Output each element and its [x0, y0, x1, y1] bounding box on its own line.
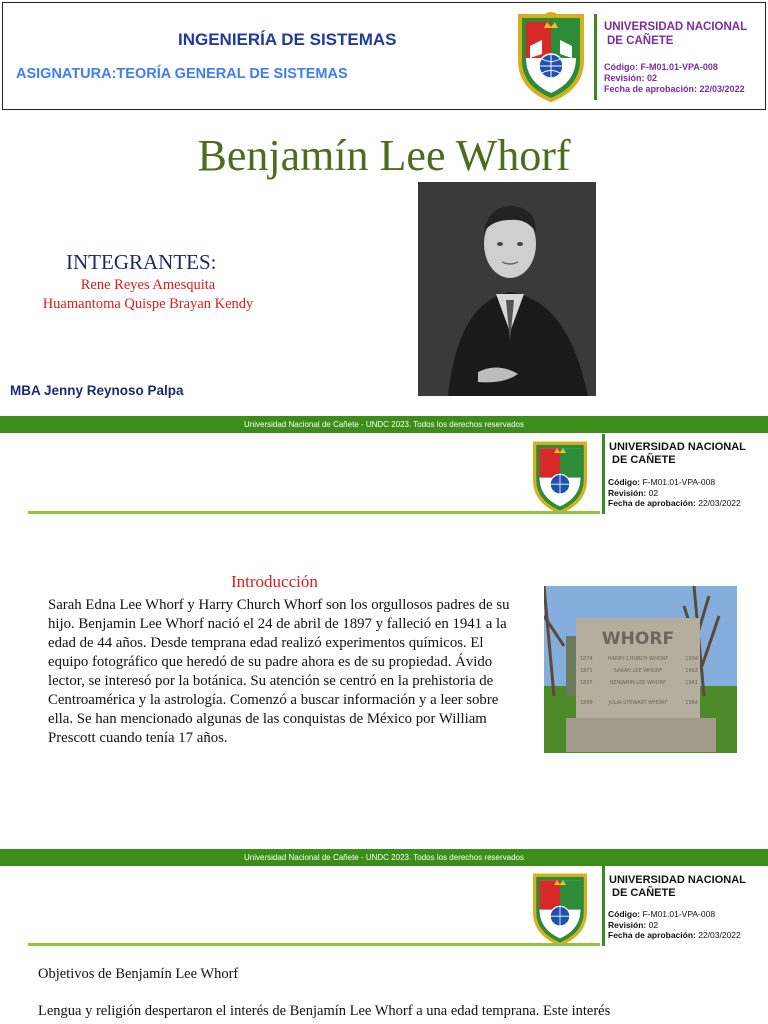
grave-row-name: BENJAMIN LEE WHORF	[610, 680, 666, 686]
revision-label: Revisión:	[608, 919, 649, 930]
approval-value: 22/03/2022	[698, 498, 741, 508]
university-crest-logo	[512, 10, 590, 102]
university-name	[604, 20, 747, 48]
grave-row-year: 1897	[580, 680, 593, 686]
document-meta	[608, 909, 741, 941]
approval-value: 22/03/2022	[699, 84, 745, 94]
grave-row-year: 1984	[685, 700, 698, 706]
code-value: F-M01.01-VPA-008	[642, 909, 716, 919]
intro-paragraph: Sarah Edna Lee Whorf y Harry Church Whorf son los orgullosos padres de su hijo. Benjamin Lee Whorf nació el 24 de abril de 1897 y falleció en 1941 a la edad de 44 años. Desde temprana edad realizó experimentos químicos. El equipo fotográfico que heredó de su padre ahora es de su propiedad. Ávido lector, se interesó por la botánica. Su atención se centró en la prehistoria de Centroamérica y la astrología. Comenzó a buscar información y a leer sobre ella. Se han mencionado algunas de las conquistas de México por William Prescott cuando tenía 17 años.	[48, 597, 510, 746]
revision-value: 02	[647, 73, 658, 83]
teacher-name: MBA Jenny Reynoso Palpa	[10, 383, 184, 398]
divider	[594, 14, 597, 100]
member-2: Huamantoma Quispe Brayan Kendy	[42, 296, 254, 312]
grave-row-name: JULIA STEWART WHORF	[608, 700, 668, 706]
university-name-line2: DE CAÑETE	[607, 35, 674, 47]
divider	[602, 866, 605, 946]
members-heading: INTEGRANTES:	[66, 250, 217, 274]
university-name	[609, 874, 746, 900]
revision-value: 02	[648, 919, 659, 930]
divider	[602, 434, 605, 514]
university-crest-logo	[528, 436, 592, 516]
code-label: Código:	[608, 909, 643, 919]
university-name	[609, 441, 746, 467]
header-rule	[28, 943, 600, 946]
document-meta	[604, 62, 745, 95]
whorf-gravestone-photo	[544, 586, 737, 753]
grave-row-year: 1934	[685, 656, 698, 662]
grave-row-year: 1899	[580, 700, 593, 706]
slide-title: Benjamín Lee Whorf	[197, 131, 571, 180]
grave-row-year: 1874	[580, 656, 593, 662]
code-value: F-M01.01-VPA-008	[642, 477, 716, 487]
grave-row-year: 1871	[580, 668, 593, 674]
revision-value: 02	[648, 487, 659, 498]
footer-band: Universidad Nacional de Cañete - UNDC 2023. Todos los derechos reservados	[0, 416, 768, 433]
grave-row-name: HARRY CHURCH WHORF	[607, 656, 669, 662]
member-1: Rene Reyes Amesquita	[80, 277, 216, 293]
approval-label: Fecha de aprobación:	[608, 930, 699, 940]
code-label: Código:	[604, 62, 641, 72]
objectives-paragraph: Lengua y religión despertaron el interés de Benjamín Lee Whorf a una edad temprana. Este interés	[38, 1003, 611, 1019]
document-meta	[608, 477, 741, 509]
course-title: ASIGNATURA:TEORÍA GENERAL DE SISTEMAS	[16, 66, 348, 82]
revision-label: Revisión:	[608, 487, 649, 498]
university-name-line2: DE CAÑETE	[612, 887, 676, 899]
revision-label: Revisión:	[604, 73, 648, 83]
intro-heading: Introducción	[231, 572, 318, 591]
university-crest-logo	[528, 868, 592, 948]
grave-row-year: 1941	[685, 680, 698, 686]
whorf-portrait-photo	[418, 182, 596, 396]
university-name-line1: UNIVERSIDAD NACIONAL	[609, 441, 746, 453]
grave-row-year: 1962	[685, 668, 698, 674]
university-name-line2: DE CAÑETE	[612, 454, 676, 466]
program-title: INGENIERÍA DE SISTEMAS	[178, 30, 397, 49]
approval-value: 22/03/2022	[698, 930, 741, 940]
university-name-line1: UNIVERSIDAD NACIONAL	[609, 874, 746, 886]
grave-row-name: SARAH LEE WHORF	[613, 668, 663, 674]
approval-label: Fecha de aprobación:	[608, 498, 699, 508]
code-value: F-M01.01-VPA-008	[640, 62, 718, 72]
gravestone-name: WHORF	[601, 629, 675, 649]
footer-band: Universidad Nacional de Cañete - UNDC 2023. Todos los derechos reservados	[0, 849, 768, 866]
objectives-heading: Objetivos de Benjamín Lee Whorf	[38, 966, 239, 982]
university-name-line1: UNIVERSIDAD NACIONAL	[604, 21, 748, 33]
header-rule	[28, 511, 600, 514]
approval-label: Fecha de aprobación:	[604, 84, 700, 94]
code-label: Código:	[608, 477, 643, 487]
